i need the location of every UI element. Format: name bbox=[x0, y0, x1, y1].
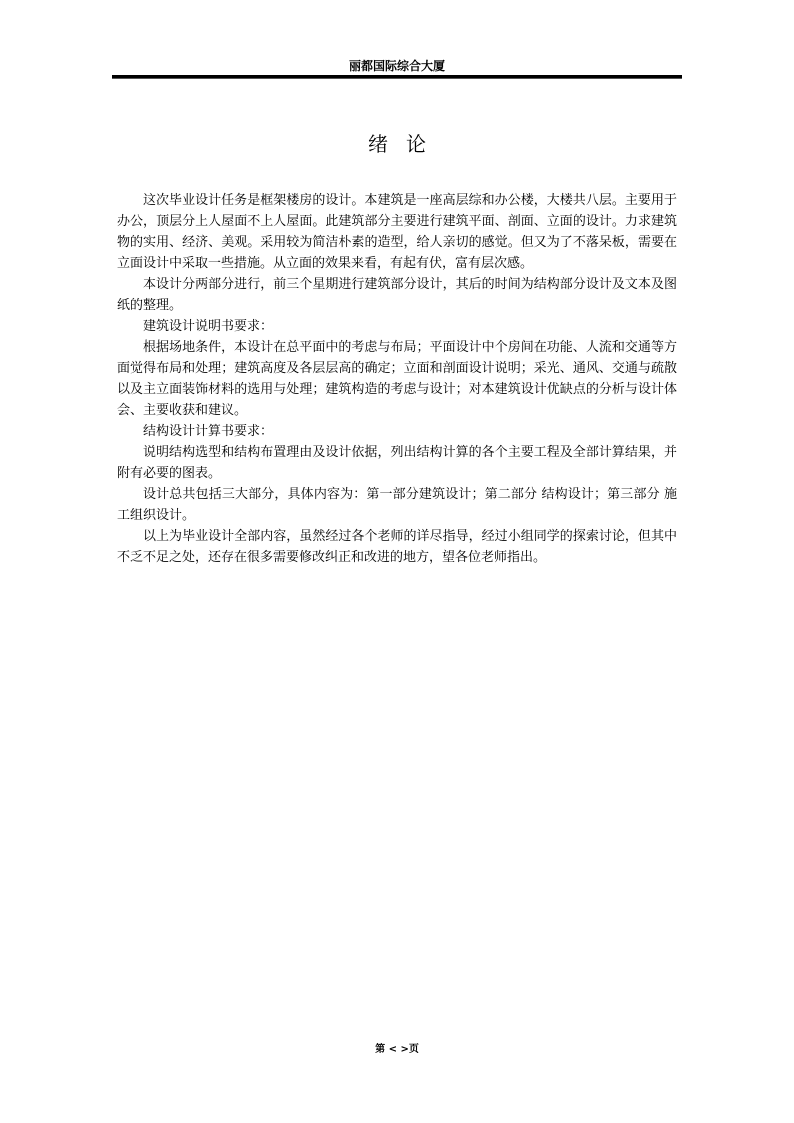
page-number-footer: 第 < >页 bbox=[375, 1044, 419, 1055]
body-text bbox=[117, 190, 677, 568]
paragraph-structure-heading: 结构设计计算书要求： bbox=[143, 424, 274, 439]
paragraph-architecture-requirements: 根据场地条件，本设计在总平面中的考虑与布局；平面设计中个房间在功能、人流和交通等方面觉得布局和处理；建筑高度及各层层高的确定；立面和剖面设计说明；采光、通风、交通与疏散以及主立面装饰材料的选用与处理；建筑构造的考虑与设计；对本建筑设计优缺点的分析与设计体会、主要收获和建议。 bbox=[117, 340, 677, 418]
paragraph-schedule: 本设计分两部分进行，前三个星期进行建筑部分设计，其后的时间为结构部分设计及文本及图纸的整理。 bbox=[117, 277, 677, 313]
paragraph-architecture-heading: 建筑设计说明书要求： bbox=[143, 319, 274, 334]
paragraph-design-parts: 设计总共包括三大部分，具体内容为：第一部分建筑设计；第二部分 结构设计；第三部分 施工组织设计。 bbox=[117, 487, 677, 523]
header-rule bbox=[112, 75, 682, 79]
page-title: 绪论 bbox=[368, 132, 444, 156]
paragraph-intro: 这次毕业设计任务是框架楼房的设计。本建筑是一座高层综和办公楼，大楼共八层。主要用于办公，顶层分上人屋面不上人屋面。此建筑部分主要进行建筑平面、剖面、立面的设计。力求建筑物的实用、经济、美观。采用较为简洁朴素的造型，给人亲切的感觉。但又为了不落呆板，需要在立面设计中采取一些措施。从立面的效果来看，有起有伏，富有层次感。 bbox=[117, 193, 677, 271]
paragraph-structure-requirements: 说明结构选型和结构布置理由及设计依据，列出结构计算的各个主要工程及全部计算结果，并附有必要的图表。 bbox=[117, 445, 677, 481]
running-header-title: 丽都国际综合大厦 bbox=[348, 59, 445, 73]
paragraph-conclusion: 以上为毕业设计全部内容，虽然经过各个老师的详尽指导，经过小组同学的探索讨论，但其中不乏不足之处，还存在很多需要修改纠正和改进的地方，望各位老师指出。 bbox=[117, 529, 677, 565]
